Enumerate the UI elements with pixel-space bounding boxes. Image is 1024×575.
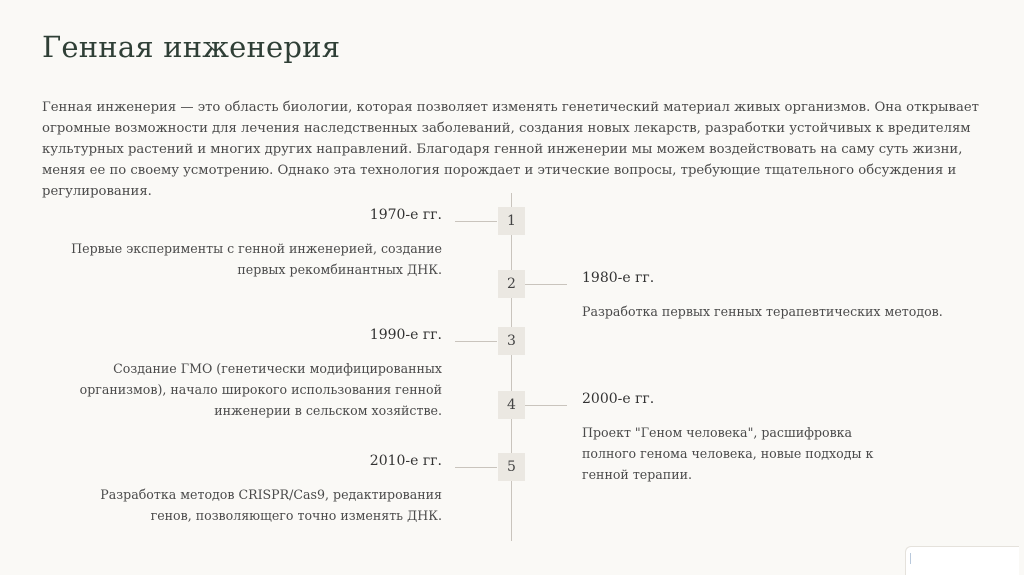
corner-widget[interactable] <box>905 546 1019 575</box>
timeline-item <box>42 451 442 526</box>
timeline-connector <box>455 221 497 222</box>
timeline-marker: 3 <box>498 327 525 355</box>
timeline-item <box>582 268 982 322</box>
timeline-marker: 2 <box>498 270 525 298</box>
timeline-connector <box>525 284 567 285</box>
timeline-item <box>42 205 442 280</box>
timeline-connector <box>455 341 497 342</box>
timeline-marker: 1 <box>498 207 525 235</box>
intro-paragraph: Генная инженерия — это область биологии, которая позволяет изменять генетический материал живых организмов. Она открывает огромные возможности для лечения наследственных заболеваний, создания новых лекарств, разработки устойчивых к вредителям культурных растений и многих других направлений. Благодаря генной инженерии мы можем воздействовать на саму суть жизни, меняя ее по своему усмотрению. Однако эта технология порождает и этические вопросы, требующие тщательного обсуждения и регулирования. <box>42 100 979 199</box>
timeline-connector <box>525 405 567 406</box>
timeline-description: Создание ГМО (генетически модифицированных организмов), начало широкого использования генной инженерии в сельском хозяйстве. <box>79 361 442 418</box>
timeline-period: 1970-е гг. <box>369 207 442 223</box>
timeline-item <box>42 325 442 421</box>
timeline-period: 1990-е гг. <box>369 327 442 343</box>
timeline-item <box>582 389 982 485</box>
timeline-marker: 5 <box>498 453 525 481</box>
timeline-axis <box>511 193 512 541</box>
timeline-description: Разработка первых генных терапевтических методов. <box>582 304 943 319</box>
corner-indicator-icon <box>910 553 911 564</box>
timeline-period: 2000-е гг. <box>582 391 655 407</box>
timeline-description: Разработка методов CRISPR/Cas9, редактирования генов, позволяющего точно изменять ДНК. <box>100 487 442 523</box>
page-title: Генная инженерия <box>42 30 341 64</box>
timeline-marker: 4 <box>498 391 525 419</box>
timeline-period: 1980-е гг. <box>582 270 655 286</box>
timeline-description: Проект "Геном человека", расшифровка полного генома человека, новые подходы к генной терапии. <box>582 425 874 482</box>
timeline-connector <box>455 467 497 468</box>
timeline-description: Первые эксперименты с генной инженерией, создание первых рекомбинантных ДНК. <box>71 241 442 277</box>
timeline-period: 2010-е гг. <box>369 453 442 469</box>
